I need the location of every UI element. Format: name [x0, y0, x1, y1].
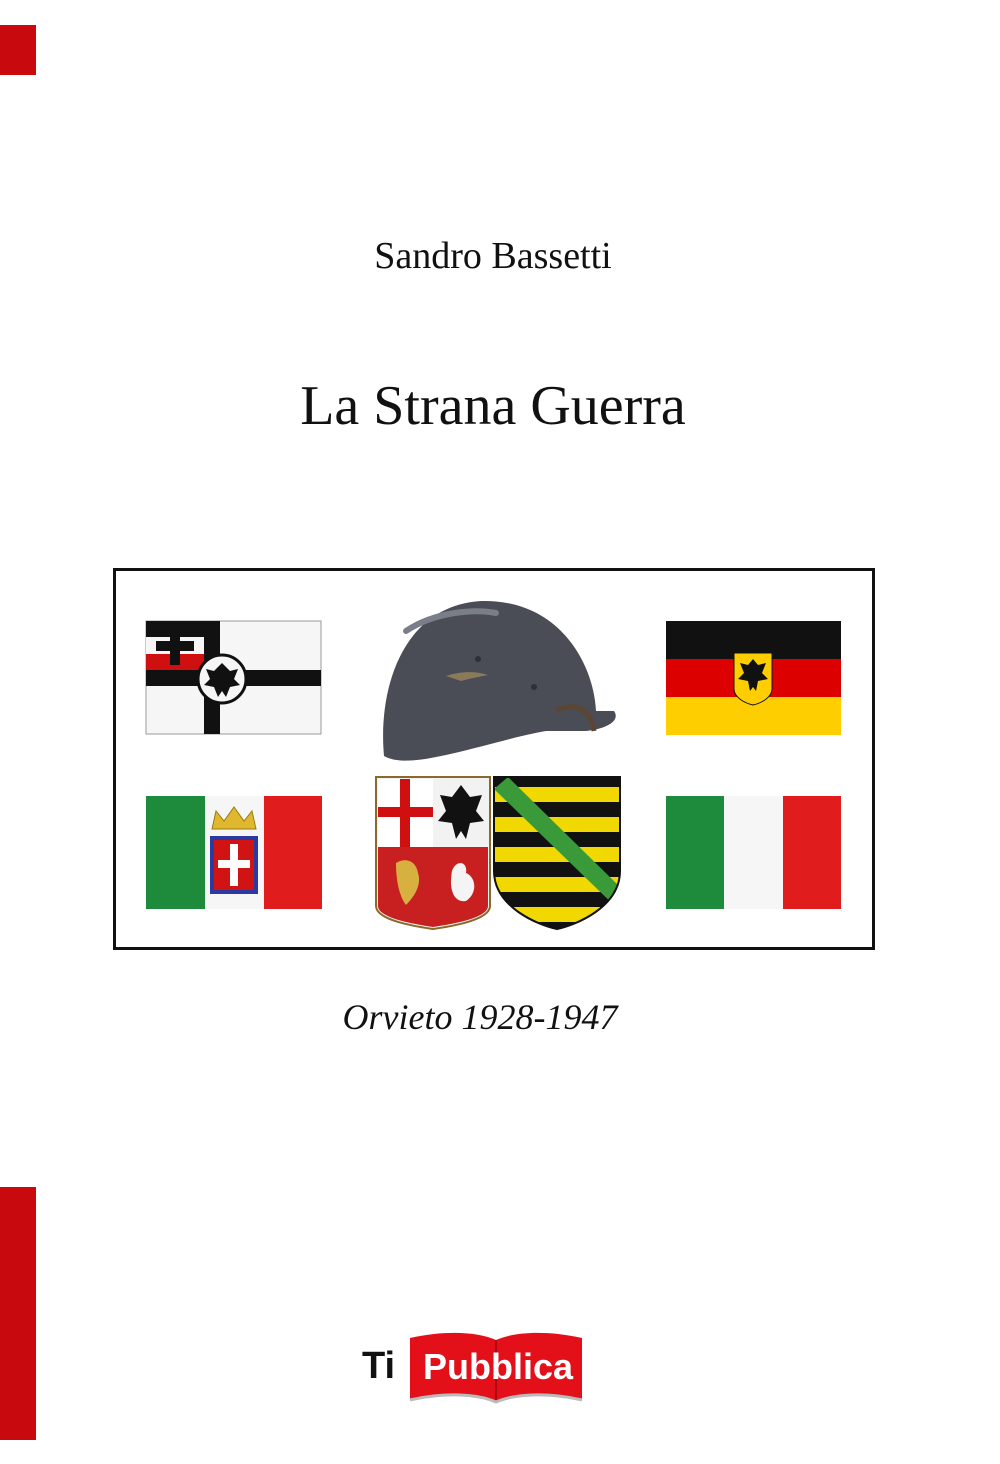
book-title: La Strana Guerra: [300, 375, 686, 437]
cover-illustration-frame: [113, 568, 875, 950]
cover-illustration: [116, 571, 872, 947]
publisher-logo-name: Pubblica: [422, 1346, 574, 1387]
red-spine-mark-top: [0, 25, 36, 75]
red-spine-mark-bottom: [0, 1187, 36, 1440]
author-name: Sandro Bassetti: [374, 235, 612, 277]
stahlhelm-helmet: [383, 601, 616, 761]
kingdom-of-italy-flag: [146, 796, 322, 909]
italian-flag: [666, 796, 841, 909]
imperial-german-war-ensign: [146, 621, 321, 734]
publisher-logo-prefix: Ti: [362, 1345, 396, 1387]
german-federal-flag: [666, 621, 841, 735]
coat-of-arms-orvieto: [376, 777, 490, 929]
coat-of-arms-saxony: [494, 777, 620, 929]
book-subtitle: Orvieto 1928-1947: [342, 997, 618, 1037]
